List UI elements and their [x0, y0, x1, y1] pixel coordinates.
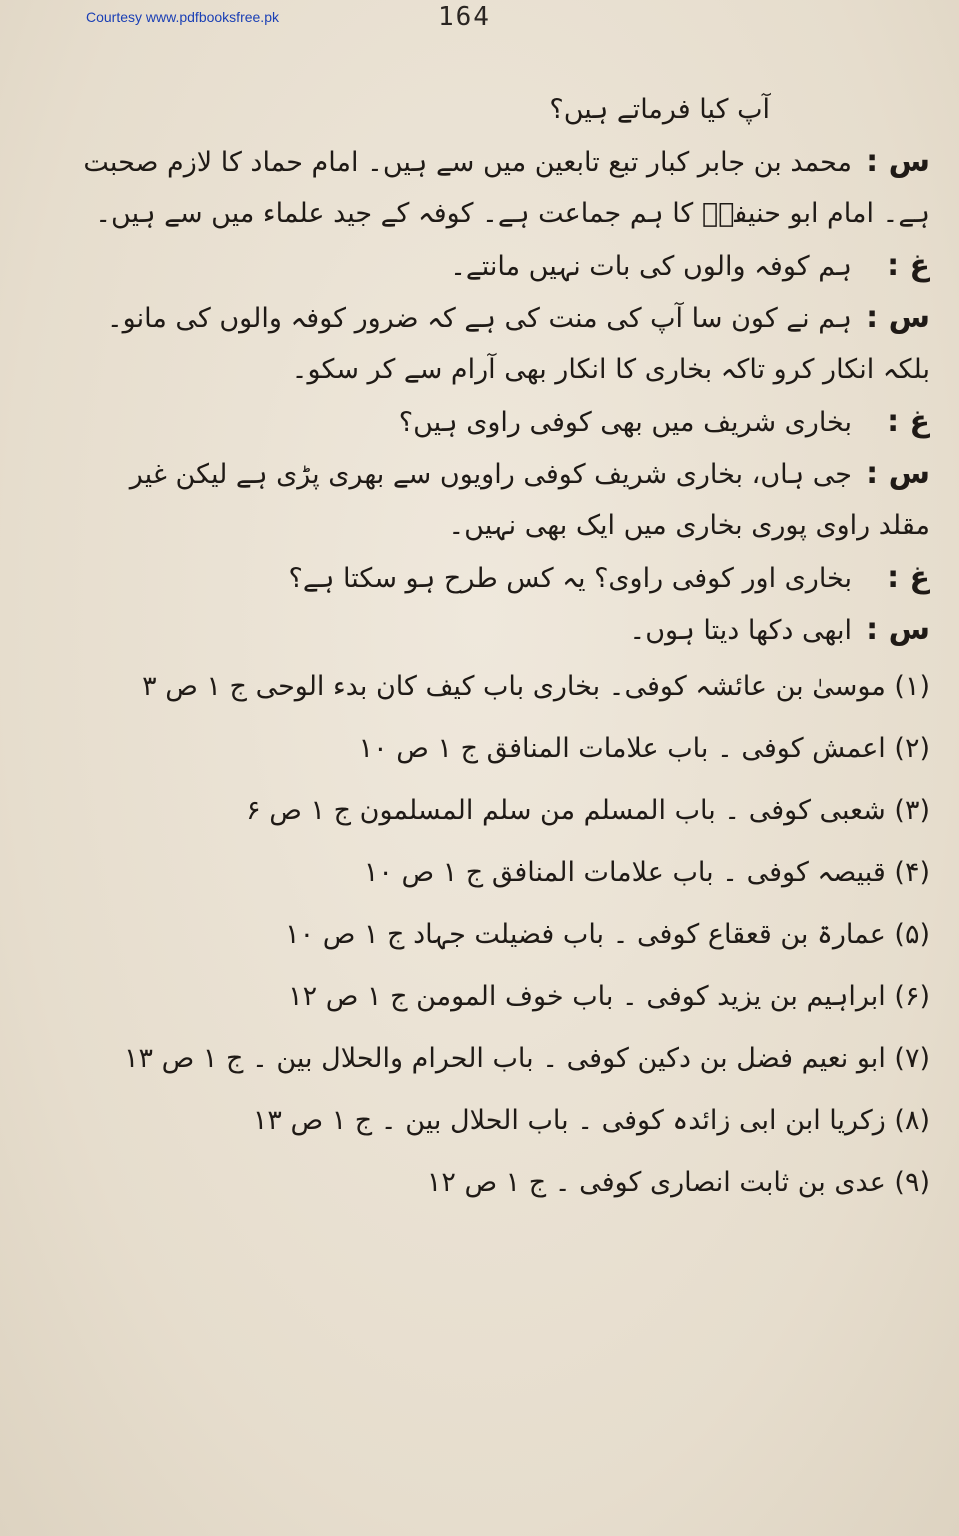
line-text: ہم کوفہ والوں کی بات نہیں مانتے۔: [450, 251, 852, 282]
reference-item: (۵) عمارۃ بن قعقاع کوفی ۔ باب فضیلت جہاد ج ۱ ص ۱۰: [285, 919, 930, 950]
reference-item: (۲) اعمش کوفی ۔ باب علامات المنافق ج ۱ ص ۱۰: [358, 733, 930, 764]
line-text: ہے۔ امام ابو حنیفہؒ کا ہم جماعت ہے۔ کوفہ کے جید علماء میں سے ہیں۔: [95, 198, 930, 229]
reference-item: (۸) زکریا ابن ابی زائدہ کوفی ۔ باب الحلال بین ۔ ج ۱ ص ۱۳: [252, 1105, 930, 1136]
line-text: محمد بن جابر کبار تبع تابعین میں سے ہیں۔ امام حماد کا لازم صحبت: [83, 147, 852, 178]
text-line: [18, 396, 930, 448]
speaker-label: غ :: [887, 560, 930, 595]
page-number: 164: [438, 2, 491, 32]
page-body: [18, 84, 930, 1214]
reference-item: (۶) ابراہیم بن یزید کوفی ۔ باب خوف المومن ج ۱ ص ۱۲: [288, 981, 930, 1012]
line-text: جی ہاں، بخاری شریف کوفی راویوں سے بھری پڑی ہے لیکن غیر: [129, 459, 852, 490]
text-line: [18, 500, 930, 552]
reference-item: (۷) ابو نعیم فضل بن دکین کوفی ۔ باب الحرام والحلال بین ۔ ج ۱ ص ۱۳: [124, 1043, 930, 1074]
text-line: [18, 292, 930, 344]
line-text: بخاری شریف میں بھی کوفی راوی ہیں؟: [398, 407, 852, 438]
text-line: [18, 344, 930, 396]
reference-list: [18, 656, 930, 1214]
line-text: مقلد راوی پوری بخاری میں ایک بھی نہیں۔: [448, 510, 930, 541]
text-line: [18, 448, 930, 500]
speaker-label: س :: [866, 300, 930, 335]
reference-item: (۹) عدی بن ثابت انصاری کوفی ۔ ج ۱ ص ۱۲: [426, 1167, 930, 1198]
speaker-label: غ :: [887, 248, 930, 283]
reference-item: (۳) شعبی کوفی ۔ باب المسلم من سلم المسلمون ج ۱ ص ۶: [246, 795, 930, 826]
line-text: بخاری اور کوفی راوی؟ یہ کس طرح ہو سکتا ہے؟: [288, 563, 852, 594]
line-text: ابھی دکھا دیتا ہوں۔: [629, 615, 852, 646]
text-line: [18, 84, 930, 136]
text-line: [18, 188, 930, 240]
line-text: بلکہ انکار کرو تاکہ بخاری کا انکار بھی آرام سے کر سکو۔: [291, 354, 930, 385]
text-line: [18, 604, 930, 656]
line-text: ہم نے کون سا آپ کی منت کی ہے کہ ضرور کوفہ والوں کی مانو۔: [106, 303, 852, 334]
speaker-label: س :: [866, 144, 930, 179]
speaker-label: س :: [866, 612, 930, 647]
line-text: آپ کیا فرماتے ہیں؟: [549, 94, 770, 125]
courtesy-link[interactable]: Courtesy www.pdfbooksfree.pk: [86, 9, 279, 25]
text-line: [18, 552, 930, 604]
reference-item: (۴) قبیصہ کوفی ۔ باب علامات المنافق ج ۱ ص ۱۰: [363, 857, 930, 888]
text-line: [18, 240, 930, 292]
dialogue: [18, 84, 930, 656]
text-line: [18, 136, 930, 188]
speaker-label: غ :: [887, 404, 930, 439]
reference-item: (۱) موسیٰ بن عائشہ کوفی۔ بخاری باب کیف کان بدء الوحی ج ۱ ص ۳: [142, 671, 930, 702]
speaker-label: س :: [866, 456, 930, 491]
